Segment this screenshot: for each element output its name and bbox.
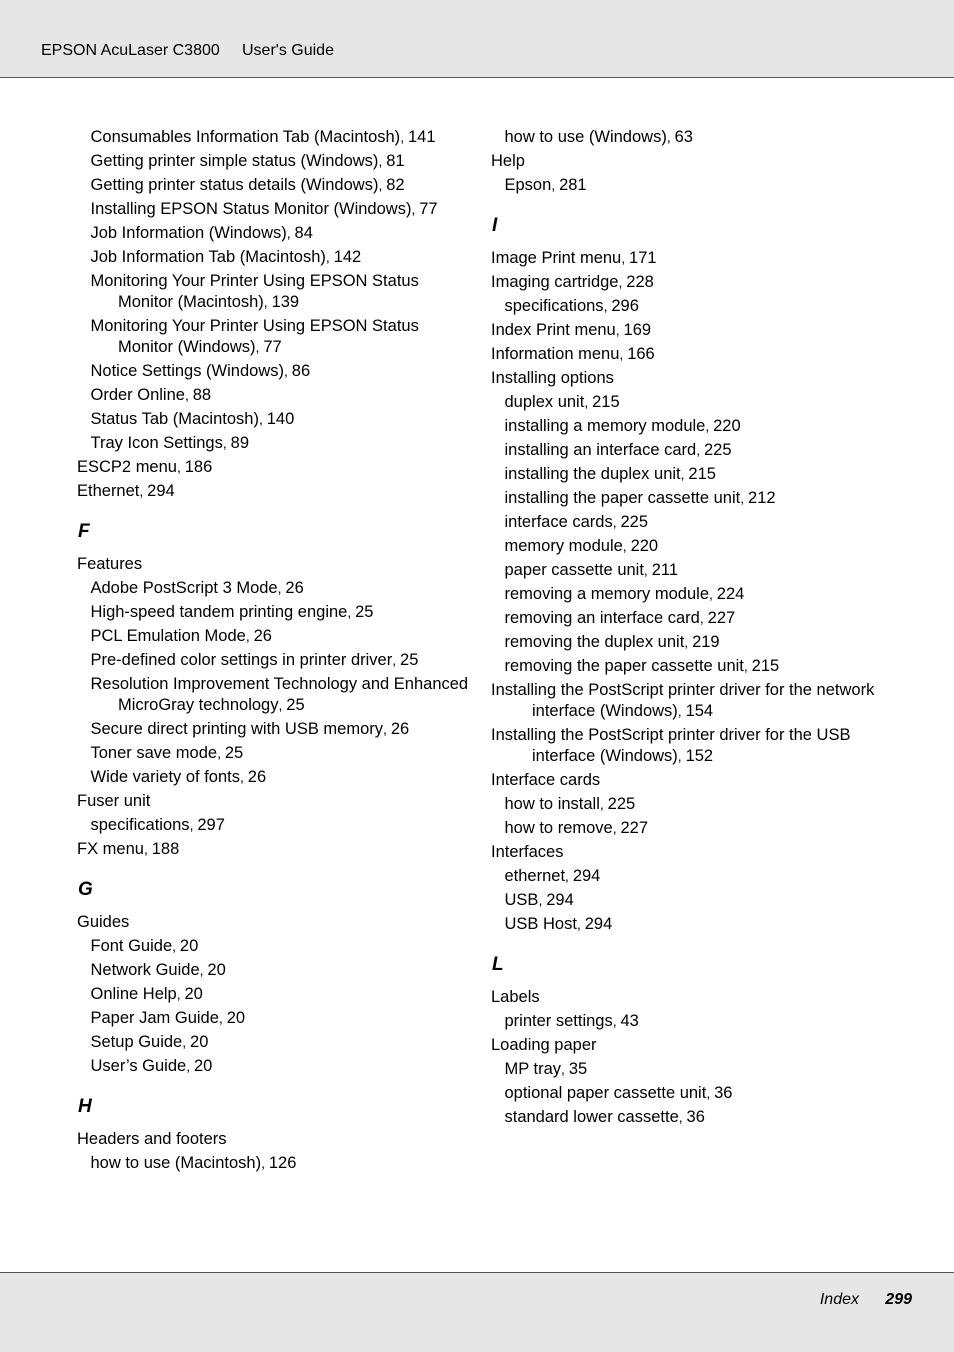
entry-term: Installing the PostScript printer driver for the USB interface (Windows)	[491, 726, 851, 765]
index-subentry	[77, 409, 477, 430]
index-entry	[491, 368, 891, 389]
entry-page-ref[interactable]: , 211	[644, 561, 678, 579]
entry-term: Getting printer simple status (Windows)	[90, 152, 379, 170]
index-subentry	[491, 1059, 891, 1080]
entry-page-ref[interactable]: , 25	[392, 651, 418, 669]
entry-term: Imaging cartridge	[491, 273, 619, 291]
entry-page-ref[interactable]: , 228	[618, 273, 653, 291]
index-subentry	[491, 464, 891, 485]
entry-page-ref[interactable]: , 25	[278, 696, 304, 714]
entry-term: Installing options	[491, 369, 614, 387]
index-subentry	[491, 584, 891, 605]
index-entry	[77, 554, 477, 575]
index-letter-heading: G	[78, 879, 93, 900]
entry-term: Interfaces	[491, 843, 564, 861]
entry-term: interface cards	[504, 513, 613, 531]
entry-term: removing the duplex unit	[504, 633, 685, 651]
entry-term: ethernet	[504, 867, 566, 885]
index-column-right	[491, 127, 891, 1131]
index-letter-heading: I	[492, 215, 498, 236]
index-subentry	[77, 626, 477, 647]
entry-page-ref[interactable]: , 26	[240, 768, 266, 786]
entry-term: ESCP2 menu	[77, 458, 177, 476]
entry-term: Adobe PostScript 3 Mode	[90, 579, 278, 597]
entry-term: Resolution Improvement Technology and Enhanced MicroGray technology	[90, 675, 469, 714]
entry-term: how to remove	[504, 819, 613, 837]
entry-page-ref[interactable]: , 26	[278, 579, 304, 597]
entry-page-ref[interactable]: , 63	[667, 128, 693, 146]
entry-term: Toner save mode	[90, 744, 218, 762]
entry-page-ref[interactable]: , 215	[584, 393, 619, 411]
index-letter-heading: H	[78, 1096, 92, 1117]
entry-page-ref[interactable]: , 26	[383, 720, 409, 738]
index-entry	[491, 151, 891, 172]
entry-page-ref[interactable]: , 20	[177, 985, 203, 1003]
index-entry	[491, 248, 891, 269]
entry-term: Pre-defined color settings in printer driver	[90, 651, 393, 669]
entry-page-ref[interactable]: , 36	[706, 1084, 732, 1102]
entry-term: PCL Emulation Mode	[90, 627, 246, 645]
entry-term: installing the paper cassette unit	[504, 489, 741, 507]
index-subentry	[77, 175, 477, 196]
entry-term: memory module	[504, 537, 623, 555]
entry-page-ref[interactable]: , 81	[378, 152, 404, 170]
entry-term: Wide variety of fonts	[90, 768, 240, 786]
entry-page-ref[interactable]: , 140	[259, 410, 294, 428]
entry-page-ref[interactable]: , 294	[139, 482, 174, 500]
entry-term: Features	[77, 555, 143, 573]
entry-term: Consumables Information Tab (Macintosh)	[90, 128, 401, 146]
entry-term: paper cassette unit	[504, 561, 644, 579]
entry-page-ref[interactable]: , 152	[678, 747, 713, 765]
index-subentry	[77, 1008, 477, 1029]
entry-term: standard lower cassette	[504, 1108, 679, 1126]
entry-page-ref[interactable]: , 43	[613, 1012, 639, 1030]
entry-term: Notice Settings (Windows)	[90, 362, 284, 380]
entry-page-ref[interactable]: , 20	[182, 1033, 208, 1051]
page-footer	[0, 1272, 954, 1352]
entry-page-ref[interactable]: , 20	[172, 937, 198, 955]
entry-page-ref[interactable]: , 294	[565, 867, 600, 885]
index-subentry	[77, 674, 477, 716]
index-subentry	[77, 361, 477, 382]
entry-page-ref[interactable]: , 281	[551, 176, 586, 194]
entry-term: Image Print menu	[491, 249, 622, 267]
index-subentry	[491, 794, 891, 815]
page-number: 299	[885, 1291, 912, 1308]
entry-term: Help	[491, 152, 525, 170]
index-subentry	[491, 512, 891, 533]
entry-page-ref[interactable]: , 77	[256, 338, 282, 356]
entry-page-ref[interactable]: , 225	[696, 441, 731, 459]
entry-page-ref[interactable]: , 225	[600, 795, 635, 813]
index-subentry	[491, 488, 891, 509]
entry-page-ref[interactable]: , 169	[616, 321, 651, 339]
index-entry	[491, 1035, 891, 1056]
entry-page-ref[interactable]: , 126	[261, 1154, 296, 1172]
index-subentry	[77, 127, 477, 148]
entry-term: Installing EPSON Status Monitor (Windows)	[90, 200, 412, 218]
index-subentry	[491, 608, 891, 629]
entry-page-ref[interactable]: , 186	[177, 458, 212, 476]
entry-term: specifications	[504, 297, 604, 315]
entry-page-ref[interactable]: , 84	[287, 224, 313, 242]
entry-term: how to install	[504, 795, 600, 813]
header-title	[41, 42, 334, 60]
index-entry	[77, 1129, 477, 1150]
entry-page-ref[interactable]: , 296	[604, 297, 639, 315]
entry-term: installing a memory module	[504, 417, 706, 435]
entry-page-ref[interactable]: , 20	[219, 1009, 245, 1027]
entry-page-ref[interactable]: , 89	[223, 434, 249, 452]
entry-term: Headers and footers	[77, 1130, 227, 1148]
entry-term: Loading paper	[491, 1036, 597, 1054]
entry-term: Monitoring Your Printer Using EPSON Status Monitor (Windows)	[90, 317, 419, 356]
entry-page-ref[interactable]: , 25	[217, 744, 243, 762]
entry-term: Online Help	[90, 985, 177, 1003]
entry-term: Guides	[77, 913, 130, 931]
entry-page-ref[interactable]: , 224	[709, 585, 744, 603]
entry-term: Epson	[504, 176, 552, 194]
index-subentry	[77, 199, 477, 220]
index-entry	[77, 481, 477, 502]
index-subentry	[77, 1056, 477, 1077]
index-subentry	[491, 560, 891, 581]
index-subentry	[77, 271, 477, 313]
index-entry	[491, 725, 891, 767]
entry-term: Tray Icon Settings	[90, 434, 223, 452]
entry-page-ref[interactable]: , 227	[700, 609, 735, 627]
entry-term: USB Host	[504, 915, 577, 933]
entry-term: Paper Jam Guide	[90, 1009, 219, 1027]
entry-term: FX menu	[77, 840, 144, 858]
entry-term: Order Online	[90, 386, 185, 404]
index-subentry	[491, 890, 891, 911]
entry-page-ref[interactable]: , 20	[186, 1057, 212, 1075]
entry-page-ref[interactable]: , 77	[411, 200, 437, 218]
index-subentry	[77, 815, 477, 836]
entry-term: removing a memory module	[504, 585, 709, 603]
entry-page-ref[interactable]: , 294	[577, 915, 612, 933]
entry-page-ref[interactable]: , 82	[378, 176, 404, 194]
entry-term: Job Information (Windows)	[90, 224, 287, 242]
index-subentry	[491, 127, 891, 148]
entry-term: Job Information Tab (Macintosh)	[90, 248, 326, 266]
entry-page-ref[interactable]: , 25	[347, 603, 373, 621]
entry-page-ref[interactable]: , 219	[684, 633, 719, 651]
index-subentry	[77, 650, 477, 671]
index-subentry	[77, 316, 477, 358]
entry-page-ref[interactable]: , 171	[621, 249, 656, 267]
index-subentry	[491, 296, 891, 317]
index-subentry	[491, 1011, 891, 1032]
index-subentry	[491, 416, 891, 437]
entry-term: Fuser unit	[77, 792, 151, 810]
entry-page-ref[interactable]: , 220	[705, 417, 740, 435]
entry-page-ref[interactable]: , 188	[144, 840, 179, 858]
entry-term: removing the paper cassette unit	[504, 657, 744, 675]
entry-page-ref[interactable]: , 227	[613, 819, 648, 837]
index-subentry	[77, 960, 477, 981]
entry-page-ref[interactable]: , 166	[619, 345, 654, 363]
index-subentry	[491, 440, 891, 461]
entry-page-ref[interactable]: , 141	[400, 128, 435, 146]
index-subentry	[491, 866, 891, 887]
entry-page-ref[interactable]: , 35	[561, 1060, 587, 1078]
index-subentry	[77, 385, 477, 406]
entry-term: High-speed tandem printing engine	[90, 603, 348, 621]
entry-term: Secure direct printing with USB memory	[90, 720, 384, 738]
index-entry	[77, 912, 477, 933]
index-subentry	[77, 433, 477, 454]
entry-term: Labels	[491, 988, 540, 1006]
entry-page-ref[interactable]: , 154	[678, 702, 713, 720]
entry-page-ref[interactable]: , 212	[740, 489, 775, 507]
entry-term: Network Guide	[90, 961, 200, 979]
entry-term: printer settings	[504, 1012, 613, 1030]
entry-page-ref[interactable]: , 297	[190, 816, 225, 834]
index-column-left	[77, 127, 477, 1177]
index-subentry	[491, 818, 891, 839]
entry-page-ref[interactable]: , 225	[613, 513, 648, 531]
entry-term: USB	[504, 891, 539, 909]
entry-page-ref[interactable]: , 142	[326, 248, 361, 266]
entry-term: installing an interface card	[504, 441, 697, 459]
footer-section-label: Index	[819, 1291, 859, 1308]
entry-term: optional paper cassette unit	[504, 1084, 707, 1102]
index-subentry	[77, 151, 477, 172]
entry-term: removing an interface card	[504, 609, 700, 627]
page-header	[0, 0, 954, 78]
entry-term: MP tray	[504, 1060, 562, 1078]
entry-term: Index Print menu	[491, 321, 616, 339]
entry-page-ref[interactable]: , 220	[623, 537, 658, 555]
index-entry	[77, 839, 477, 860]
index-entry	[77, 791, 477, 812]
index-subentry	[77, 936, 477, 957]
entry-term: Getting printer status details (Windows)	[90, 176, 379, 194]
index-letter-heading: L	[492, 954, 504, 975]
index-subentry	[491, 632, 891, 653]
entry-term: how to use (Macintosh)	[90, 1154, 262, 1172]
entry-page-ref[interactable]: , 20	[200, 961, 226, 979]
entry-page-ref[interactable]: , 215	[681, 465, 716, 483]
entry-term: Interface cards	[491, 771, 601, 789]
index-entry	[491, 842, 891, 863]
index-subentry	[491, 1083, 891, 1104]
index-entry	[491, 987, 891, 1008]
entry-term: Ethernet	[77, 482, 140, 500]
entry-page-ref[interactable]: , 88	[185, 386, 211, 404]
product-name: EPSON AcuLaser C3800	[41, 42, 220, 59]
entry-page-ref[interactable]: , 139	[264, 293, 299, 311]
index-subentry	[491, 1107, 891, 1128]
entry-term: Font Guide	[90, 937, 173, 955]
guide-name: User's Guide	[242, 42, 334, 59]
index-subentry	[77, 767, 477, 788]
index-subentry	[77, 743, 477, 764]
index-entry	[77, 457, 477, 478]
index-subentry	[491, 656, 891, 677]
index-entry	[491, 680, 891, 722]
index-subentry	[77, 223, 477, 244]
index-subentry	[491, 536, 891, 557]
entry-term: Monitoring Your Printer Using EPSON Status Monitor (Macintosh)	[90, 272, 419, 311]
entry-term: installing the duplex unit	[504, 465, 681, 483]
entry-term: how to use (Windows)	[504, 128, 667, 146]
entry-term: duplex unit	[504, 393, 585, 411]
index-entry	[491, 320, 891, 341]
index-entry	[491, 272, 891, 293]
entry-term: specifications	[90, 816, 190, 834]
index-entry	[491, 344, 891, 365]
entry-term: Installing the PostScript printer driver for the network interface (Windows)	[491, 681, 875, 720]
index-subentry	[77, 1153, 477, 1174]
entry-page-ref[interactable]: , 86	[284, 362, 310, 380]
index-subentry	[491, 175, 891, 196]
index-subentry	[77, 984, 477, 1005]
index-subentry	[491, 914, 891, 935]
index-subentry	[77, 578, 477, 599]
entry-page-ref[interactable]: , 294	[538, 891, 573, 909]
index-entry	[491, 770, 891, 791]
index-subentry	[77, 602, 477, 623]
entry-term: Information menu	[491, 345, 620, 363]
entry-page-ref[interactable]: , 36	[679, 1108, 705, 1126]
entry-term: Setup Guide	[90, 1033, 183, 1051]
entry-page-ref[interactable]: , 26	[246, 627, 272, 645]
index-subentry	[77, 719, 477, 740]
entry-term: Status Tab (Macintosh)	[90, 410, 259, 428]
index-subentry	[77, 247, 477, 268]
entry-term: User’s Guide	[90, 1057, 187, 1075]
entry-page-ref[interactable]: , 215	[744, 657, 779, 675]
index-letter-heading: F	[78, 521, 90, 542]
index-subentry	[491, 392, 891, 413]
index-subentry	[77, 1032, 477, 1053]
